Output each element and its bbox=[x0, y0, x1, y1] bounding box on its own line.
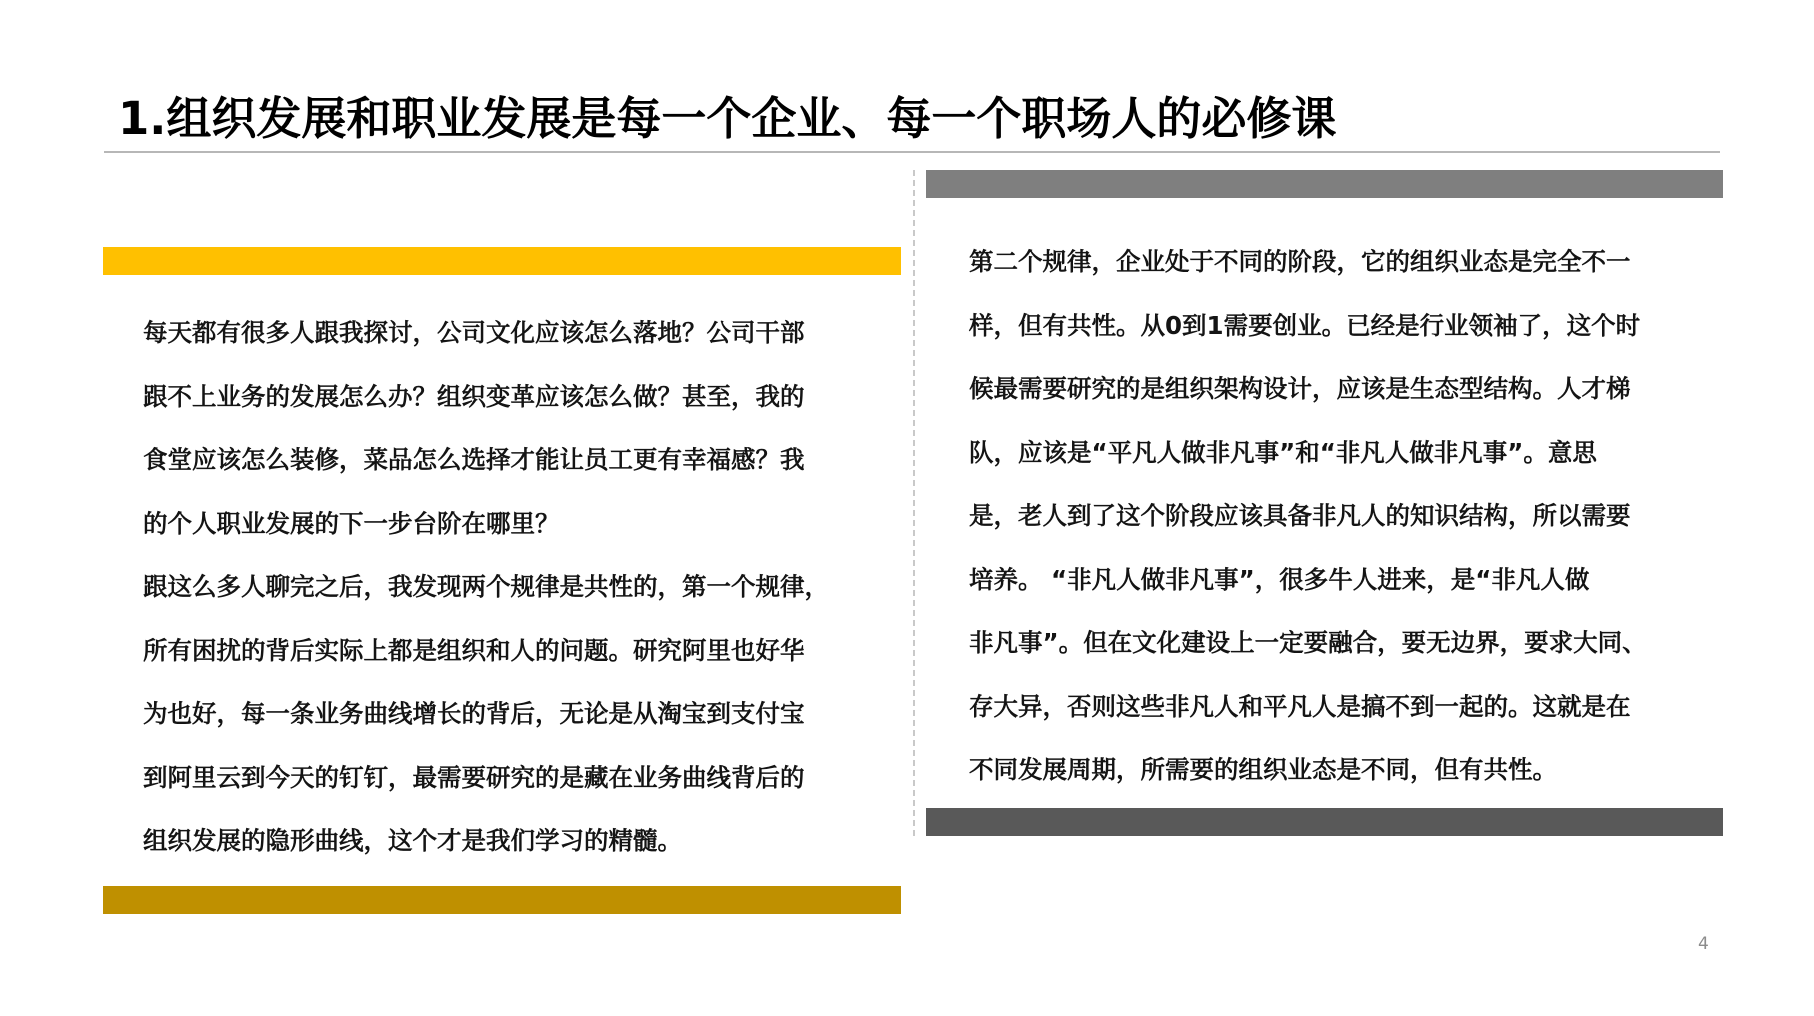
text-line: 培养。 “非凡人做非凡事”，很多牛人进来，是“非凡人做 bbox=[969, 564, 1590, 594]
left-bottom-accent-bar bbox=[103, 886, 901, 914]
text-line: 非凡事”。但在文化建设上一定要融合，要无边界，要求大同、 bbox=[969, 628, 1647, 657]
text-line: 队，应该是“平凡人做非凡事”和“非凡人做非凡事”。意思 bbox=[969, 437, 1597, 467]
text-line: 跟不上业务的发展怎么办？组织变革应该怎么做？甚至，我的 bbox=[143, 381, 805, 411]
text-line: 候最需要研究的是组织架构设计，应该是生态型结构。人才梯 bbox=[969, 374, 1631, 403]
text-line: 到阿里云到今天的钉钉，最需要研究的是藏在业务曲线背后的 bbox=[143, 762, 805, 792]
text-line: 所有困扰的背后实际上都是组织和人的问题。研究阿里也好华 bbox=[143, 635, 805, 665]
right-text-block bbox=[969, 230, 1647, 802]
right-top-accent-bar bbox=[926, 170, 1723, 198]
text-line: 存大异，否则这些非凡人和平凡人是搞不到一起的。这就是在 bbox=[969, 691, 1631, 721]
right-bottom-accent-bar bbox=[926, 808, 1723, 836]
text-line: 组织发展的隐形曲线，这个才是我们学习的精髓。 bbox=[143, 826, 682, 855]
page-number: 4 bbox=[1698, 934, 1709, 954]
text-line: 的个人职业发展的下一步台阶在哪里？ bbox=[143, 508, 560, 538]
text-line: 食堂应该怎么装修，菜品怎么选择才能让员工更有幸福感？我 bbox=[143, 445, 805, 474]
text-line: 为也好，每一条业务曲线增长的背后，无论是从淘宝到支付宝 bbox=[143, 699, 805, 728]
text-line: 是，老人到了这个阶段应该具备非凡人的知识结构，所以需要 bbox=[969, 501, 1631, 530]
title-underline bbox=[104, 151, 1720, 153]
text-line: 跟这么多人聊完之后，我发现两个规律是共性的，第一个规律， bbox=[143, 572, 829, 601]
text-line: 每天都有很多人跟我探讨，公司文化应该怎么落地？公司干部 bbox=[143, 318, 805, 347]
text-line: 样，但有共性。从0到1需要创业。已经是行业领袖了，这个时 bbox=[969, 310, 1641, 340]
slide-title: 1.组织发展和职业发展是每一个企业、每一个职场人的必修课 bbox=[118, 92, 1337, 145]
left-top-accent-bar bbox=[103, 247, 901, 275]
text-line: 第二个规律，企业处于不同的阶段，它的组织业态是完全不一 bbox=[969, 247, 1631, 276]
column-divider bbox=[913, 170, 915, 836]
text-line: 不同发展周期，所需要的组织业态是不同，但有共性。 bbox=[969, 755, 1557, 784]
left-text-block bbox=[143, 301, 829, 873]
